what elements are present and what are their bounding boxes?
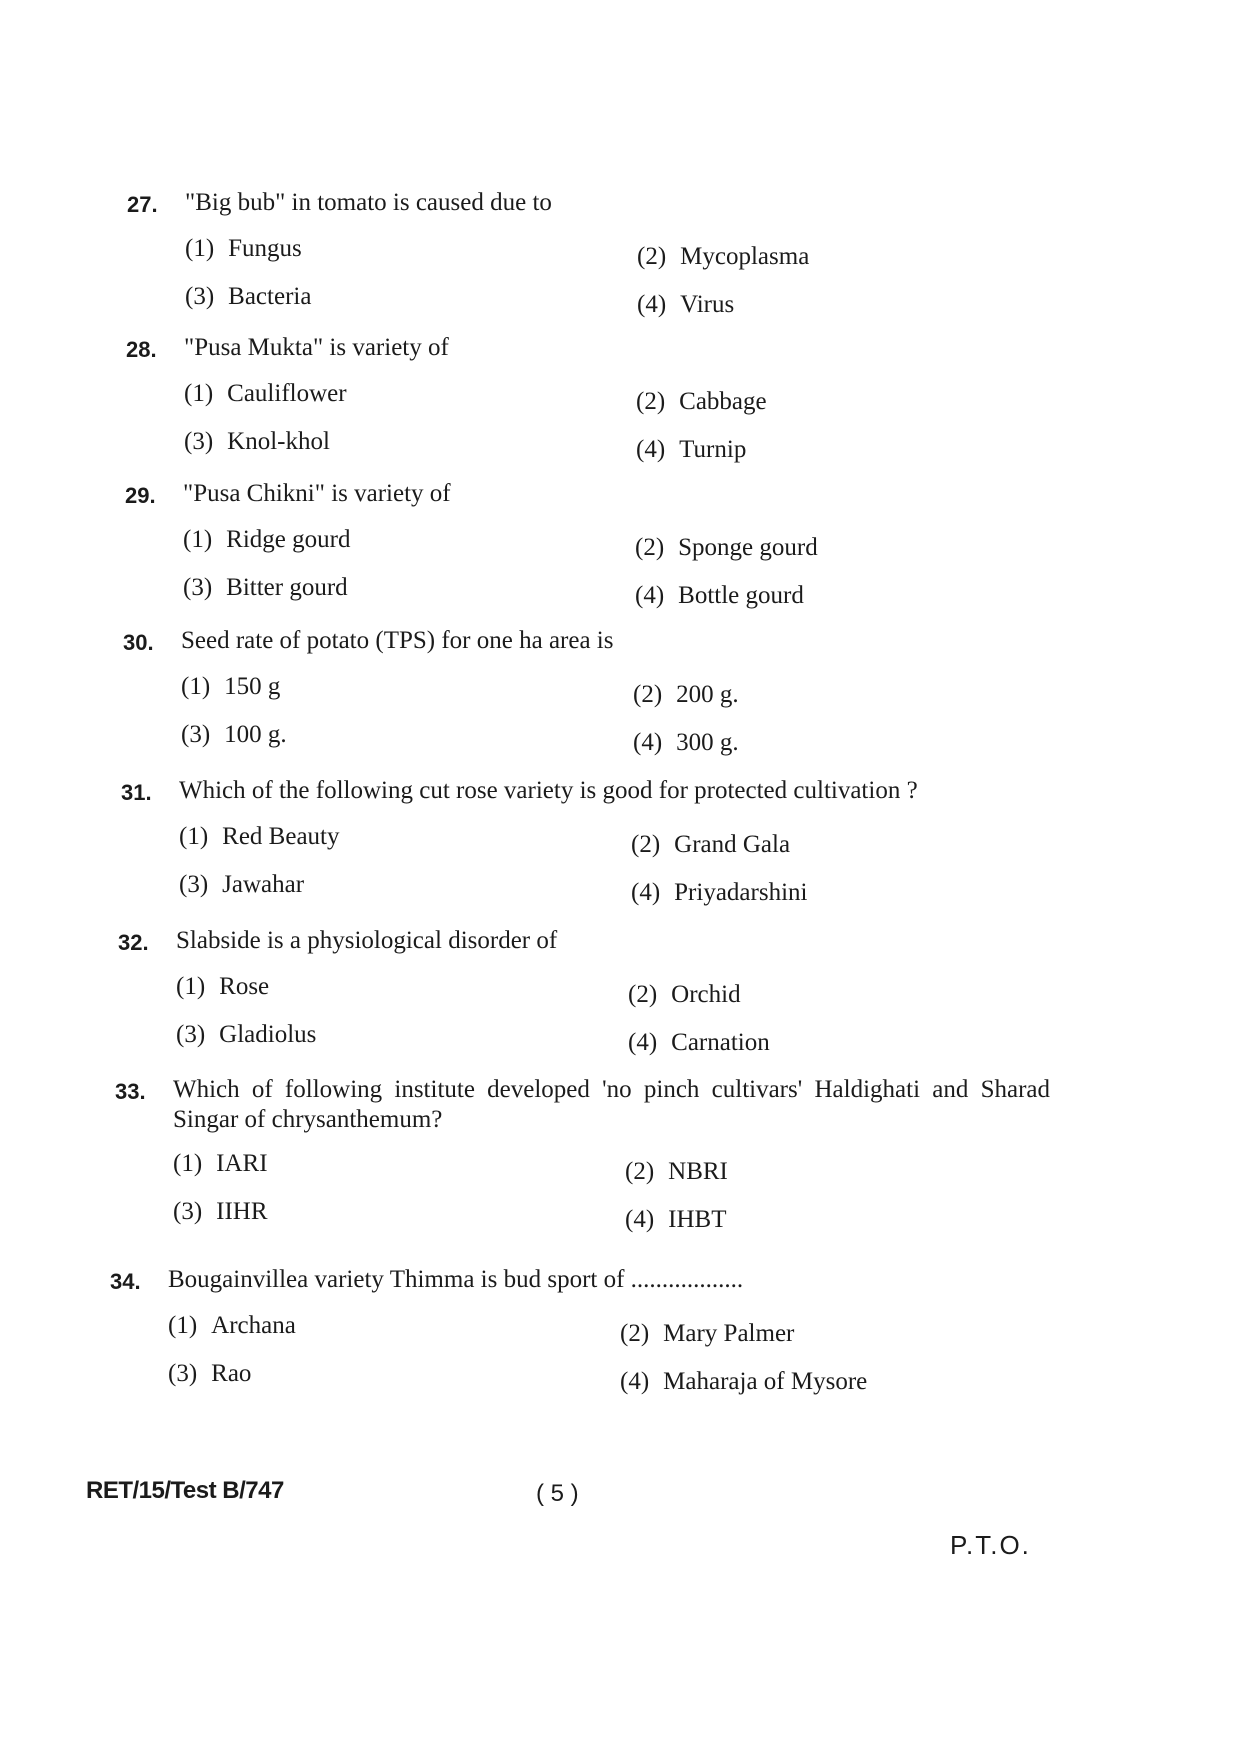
option-3 — [168, 1359, 251, 1389]
option-label: (3) — [184, 428, 214, 455]
option-text: Carnation — [671, 1029, 770, 1056]
question-27 — [127, 188, 1107, 324]
option-text: Maharaja of Mysore — [663, 1368, 868, 1395]
question-30 — [123, 626, 1103, 762]
options — [181, 658, 1103, 762]
option-2 — [620, 1319, 794, 1349]
option-3 — [176, 1020, 316, 1050]
question-text: Bougainvillea variety Thimma is bud sport of .................. — [168, 1266, 744, 1293]
option-label: (3) — [173, 1198, 203, 1225]
option-label: (1) — [179, 823, 209, 850]
option-2 — [637, 242, 809, 272]
question-number: 27. — [127, 192, 158, 217]
options — [179, 808, 1101, 912]
option-text: Cabbage — [679, 388, 767, 415]
option-4 — [636, 435, 746, 465]
option-text: Mycoplasma — [680, 243, 810, 270]
option-text: Archana — [211, 1312, 296, 1339]
option-text: NBRI — [668, 1158, 728, 1185]
question-28 — [126, 333, 1106, 469]
options — [185, 220, 1107, 324]
option-4 — [635, 581, 804, 611]
question-text: Slabside is a physiological disorder of — [176, 927, 558, 954]
option-2 — [635, 533, 818, 563]
option-4 — [628, 1028, 770, 1058]
option-label: (4) — [628, 1029, 658, 1056]
question-number: 29. — [125, 483, 156, 508]
option-text: IARI — [216, 1150, 268, 1177]
option-text: Cauliflower — [227, 380, 347, 407]
option-3 — [181, 720, 287, 750]
option-text: Gladiolus — [219, 1021, 317, 1048]
option-text: 200 g. — [676, 681, 739, 708]
please-turn-over: P.T.O. — [950, 1530, 1031, 1560]
options — [184, 365, 1106, 469]
option-text: 150 g — [224, 673, 281, 700]
option-2 — [631, 830, 790, 860]
option-label: (3) — [185, 283, 215, 310]
option-label: (1) — [181, 673, 211, 700]
option-4 — [631, 878, 807, 908]
option-label: (2) — [637, 243, 667, 270]
option-2 — [628, 980, 741, 1010]
option-label: (1) — [168, 1312, 198, 1339]
question-number: 33. — [115, 1079, 146, 1104]
option-3 — [183, 573, 348, 603]
option-text: Red Beauty — [222, 823, 340, 850]
option-4 — [633, 728, 739, 758]
option-label: (1) — [184, 380, 214, 407]
option-1 — [168, 1311, 296, 1341]
option-1 — [183, 525, 350, 555]
option-text: 100 g. — [224, 721, 287, 748]
option-label: (4) — [636, 436, 666, 463]
option-text: Rose — [219, 973, 270, 1000]
option-label: (3) — [181, 721, 211, 748]
option-1 — [179, 822, 340, 852]
question-33 — [115, 1075, 1050, 1239]
question-text: "Big bub" in tomato is caused due to — [185, 189, 552, 216]
option-text: Knol-khol — [227, 428, 330, 455]
option-text: Bottle gourd — [678, 582, 804, 609]
option-label: (3) — [183, 574, 213, 601]
option-2 — [633, 680, 739, 710]
option-2 — [636, 387, 767, 417]
option-text: Bitter gourd — [226, 574, 348, 601]
option-label: (4) — [620, 1368, 650, 1395]
option-text: Jawahar — [222, 871, 305, 898]
question-32 — [118, 926, 1098, 1062]
question-number: 30. — [123, 630, 154, 655]
option-text: IIHR — [216, 1198, 268, 1225]
option-text: Ridge gourd — [226, 526, 351, 553]
question-29 — [125, 479, 1105, 615]
option-label: (4) — [637, 291, 667, 318]
option-3 — [173, 1197, 268, 1227]
question-number: 32. — [118, 930, 149, 955]
option-label: (2) — [635, 534, 665, 561]
option-4 — [620, 1367, 867, 1397]
option-label: (2) — [625, 1158, 655, 1185]
option-label: (2) — [631, 831, 661, 858]
option-text: 300 g. — [676, 729, 739, 756]
option-text: Grand Gala — [674, 831, 791, 858]
question-text: Which of the following cut rose variety is good for protected cultivation ? — [179, 777, 918, 804]
question-number: 28. — [126, 337, 157, 362]
option-text: Virus — [680, 291, 735, 318]
option-label: (1) — [183, 526, 213, 553]
options — [183, 511, 1105, 615]
option-text: Orchid — [671, 981, 741, 1008]
option-label: (2) — [636, 388, 666, 415]
option-1 — [185, 234, 302, 264]
option-label: (3) — [176, 1021, 206, 1048]
question-number: 31. — [121, 780, 152, 805]
option-4 — [625, 1205, 726, 1235]
option-2 — [625, 1157, 728, 1187]
option-3 — [185, 282, 311, 312]
option-text: Fungus — [228, 235, 302, 262]
question-number: 34. — [110, 1269, 141, 1294]
option-label: (1) — [176, 973, 206, 1000]
question-31 — [121, 776, 1101, 912]
option-4 — [637, 290, 734, 320]
option-text: Priyadarshini — [674, 879, 808, 906]
option-3 — [179, 870, 304, 900]
option-label: (3) — [168, 1360, 198, 1387]
option-1 — [181, 672, 280, 702]
option-label: (3) — [179, 871, 209, 898]
option-3 — [184, 427, 330, 457]
paper-code: RET/15/Test B/747 — [86, 1477, 284, 1504]
options — [173, 1135, 1050, 1239]
options — [176, 958, 1098, 1062]
question-text: Which of following institute developed 'no pinch cultivars' Haldighati and Sharad Singar of chrysanthemum? — [173, 1076, 1050, 1133]
option-text: Turnip — [679, 436, 747, 463]
option-label: (2) — [633, 681, 663, 708]
option-text: Sponge gourd — [678, 534, 818, 561]
question-34 — [110, 1265, 1090, 1401]
option-label: (1) — [185, 235, 215, 262]
option-label: (4) — [633, 729, 663, 756]
option-text: Rao — [211, 1360, 252, 1387]
option-label: (4) — [631, 879, 661, 906]
option-1 — [176, 972, 269, 1002]
option-label: (1) — [173, 1150, 203, 1177]
option-1 — [184, 379, 347, 409]
question-text: Seed rate of potato (TPS) for one ha area is — [181, 627, 614, 654]
question-text: "Pusa Chikni" is variety of — [183, 480, 451, 507]
option-text: Bacteria — [228, 283, 312, 310]
option-label: (4) — [625, 1206, 655, 1233]
question-text: "Pusa Mukta" is variety of — [184, 334, 449, 361]
option-label: (2) — [628, 981, 658, 1008]
option-text: IHBT — [668, 1206, 727, 1233]
page-number: ( 5 ) — [536, 1480, 579, 1507]
option-label: (2) — [620, 1320, 650, 1347]
option-label: (4) — [635, 582, 665, 609]
options — [168, 1297, 1090, 1401]
option-1 — [173, 1149, 268, 1179]
option-text: Mary Palmer — [663, 1320, 795, 1347]
